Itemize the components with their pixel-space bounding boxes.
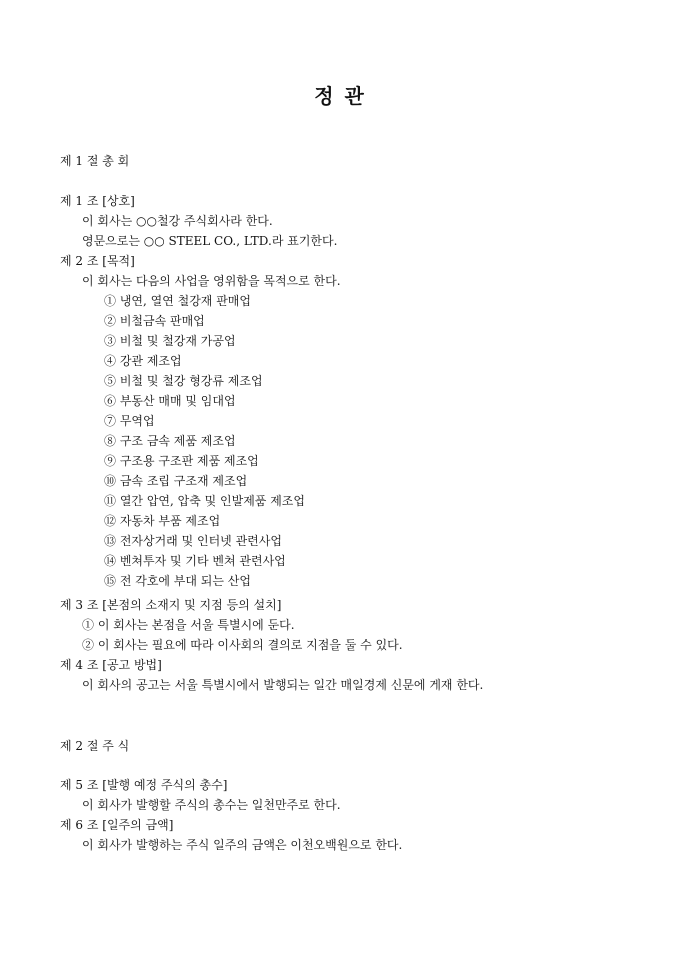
article-heading: 제 2 조 [목적] bbox=[60, 254, 135, 268]
list-item: ⑤ 비철 및 철강 형강류 제조업 bbox=[104, 374, 263, 388]
list-item: ⑮ 전 각호에 부대 되는 산업 bbox=[104, 574, 251, 588]
paragraph-line: 이 회사가 발행하는 주식 일주의 금액은 이천오백원으로 한다. bbox=[82, 838, 403, 852]
list-item: ⑦ 무역업 bbox=[104, 414, 155, 428]
article-heading: 제 5 조 [발행 예정 주식의 총수] bbox=[60, 778, 228, 792]
document-title: 정 관 bbox=[314, 84, 366, 108]
list-item: ① 냉연, 열연 철강재 판매업 bbox=[104, 294, 251, 308]
list-item: ⑬ 전자상거래 및 인터넷 관련사업 bbox=[104, 534, 282, 548]
list-item: ⑪ 열간 압연, 압축 및 인발제품 제조업 bbox=[104, 494, 305, 508]
paragraph-line: ① 이 회사는 본점을 서울 특별시에 둔다. bbox=[82, 618, 295, 632]
list-item: ⑨ 구조용 구조판 제품 제조업 bbox=[104, 454, 259, 468]
paragraph-line: ② 이 회사는 필요에 따라 이사회의 결의로 지점을 둘 수 있다. bbox=[82, 638, 403, 652]
paragraph-line: 영문으로는 ○○ STEEL CO., LTD.라 표기한다. bbox=[82, 234, 338, 248]
paragraph-line: 이 회사가 발행할 주식의 총수는 일천만주로 한다. bbox=[82, 798, 341, 812]
list-item: ⑭ 벤쳐투자 및 기타 벤쳐 관련사업 bbox=[104, 554, 286, 568]
list-item: ⑧ 구조 금속 제품 제조업 bbox=[104, 434, 236, 448]
list-item: ⑥ 부동산 매매 및 임대업 bbox=[104, 394, 236, 408]
paragraph-line: 이 회사의 공고는 서울 특별시에서 발행되는 일간 매일경제 신문에 게재 한다. bbox=[82, 678, 484, 692]
paragraph-line: 이 회사는 다음의 사업을 영위함을 목적으로 한다. bbox=[82, 274, 341, 288]
chapter-heading: 제 1 절 총 회 bbox=[60, 154, 130, 168]
list-item: ③ 비철 및 철강재 가공업 bbox=[104, 334, 236, 348]
list-item: ④ 강관 제조업 bbox=[104, 354, 182, 368]
list-item: ⑩ 금속 조립 구조재 제조업 bbox=[104, 474, 248, 488]
article-heading: 제 6 조 [일주의 금액] bbox=[60, 818, 174, 832]
list-item: ② 비철금속 판매업 bbox=[104, 314, 205, 328]
list-item: ⑫ 자동차 부품 제조업 bbox=[104, 514, 221, 528]
article-heading: 제 4 조 [공고 방법] bbox=[60, 658, 162, 672]
paragraph-line: 이 회사는 ○○철강 주식회사라 한다. bbox=[82, 214, 273, 228]
chapter-heading: 제 2 절 주 식 bbox=[60, 739, 130, 753]
article-heading: 제 1 조 [상호] bbox=[60, 194, 135, 208]
article-heading: 제 3 조 [본점의 소재지 및 지점 등의 설치] bbox=[60, 598, 282, 612]
